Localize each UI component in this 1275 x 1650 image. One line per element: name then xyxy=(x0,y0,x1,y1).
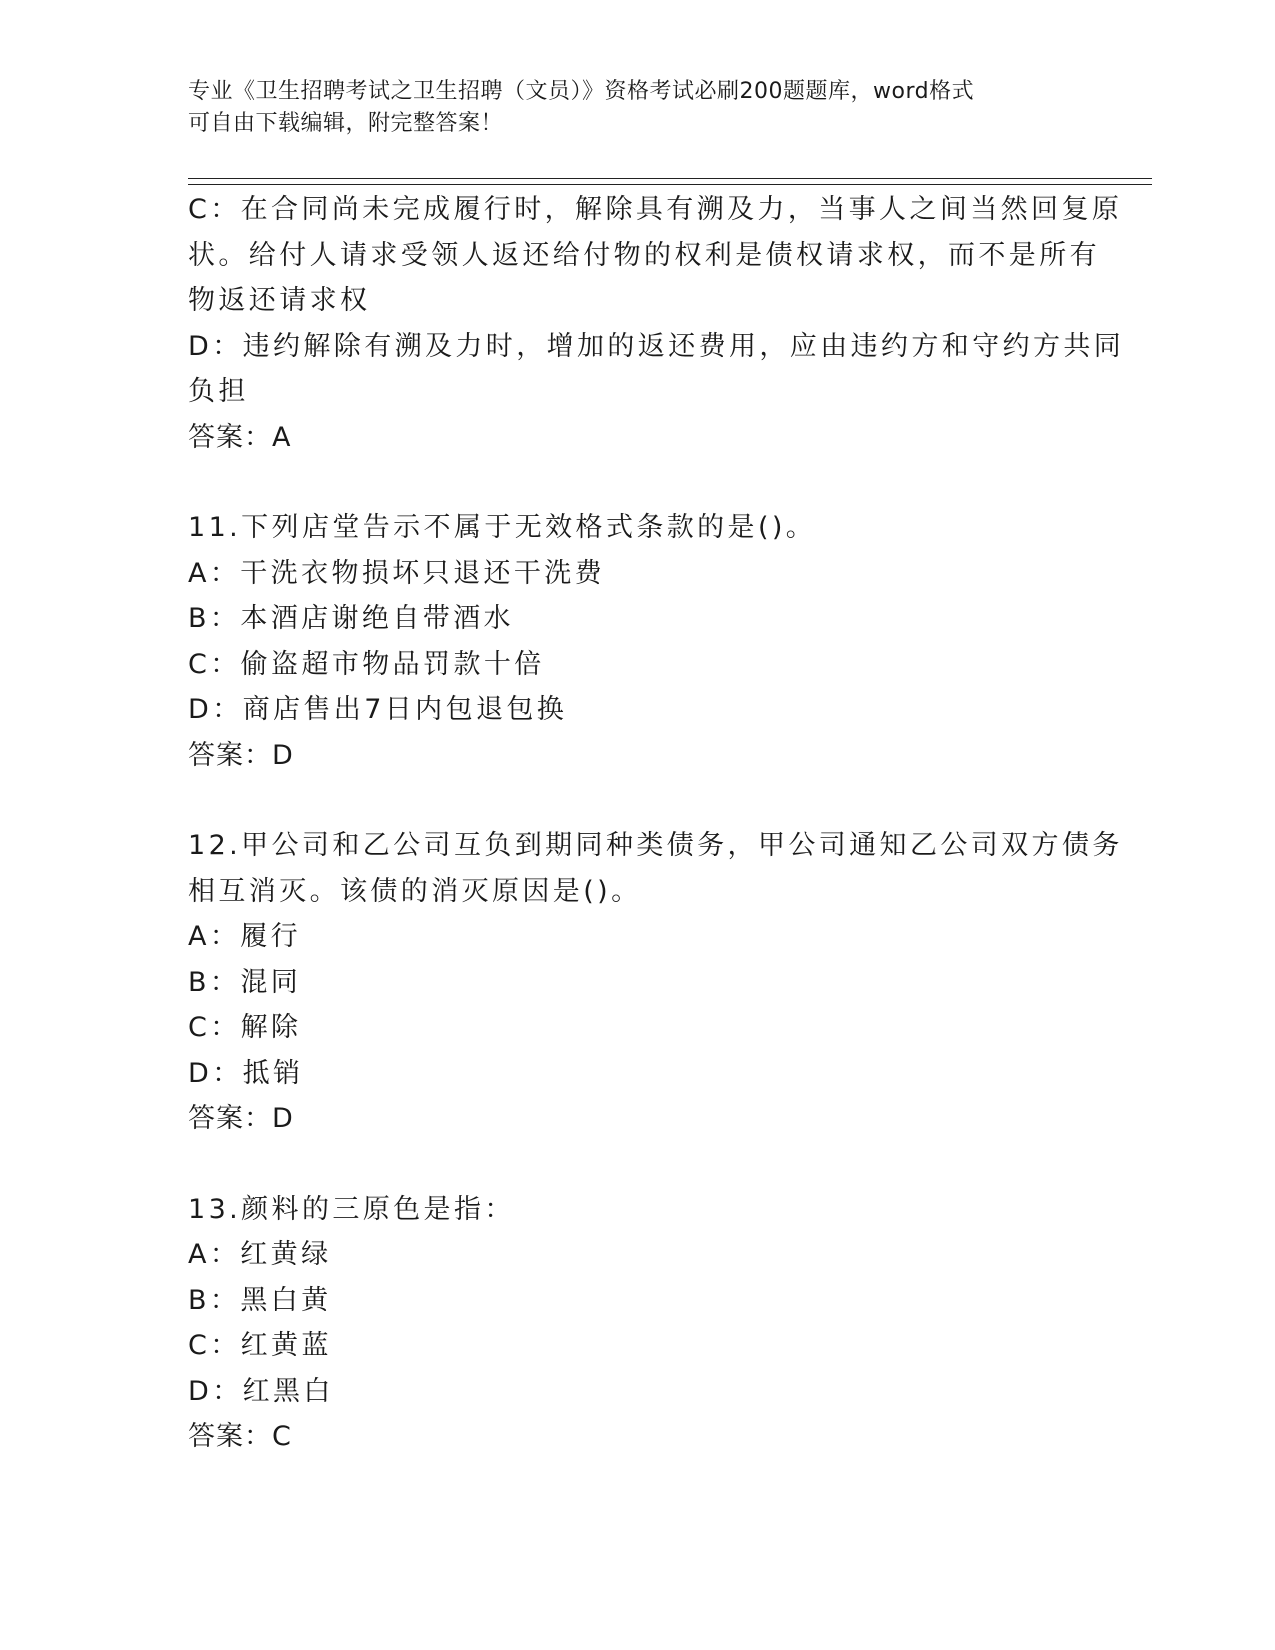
question-13 xyxy=(188,1187,1088,1460)
document-header xyxy=(188,76,1068,140)
answer-line: 答案：A xyxy=(188,421,292,453)
option-c: C：偷盗超市物品罚款十倍 xyxy=(188,648,545,680)
option-d-line: 负担 xyxy=(188,376,249,407)
option-d: D：红黑白 xyxy=(188,1375,334,1407)
question-stem: 相互消灭。该债的消灭原因是()。 xyxy=(188,875,642,907)
option-b: B：黑白黄 xyxy=(188,1284,332,1316)
option-c: C：解除 xyxy=(188,1012,302,1043)
answer-line: 答案：D xyxy=(188,739,294,771)
question-10-continuation xyxy=(188,187,1125,460)
question-11 xyxy=(188,505,1088,778)
question-stem: 12.甲公司和乙公司互负到期同种类债务，甲公司通知乙公司双方债务 xyxy=(188,830,1123,861)
option-d: D：商店售出7日内包退包换 xyxy=(188,694,568,725)
option-b: B：混同 xyxy=(188,966,302,998)
answer-line: 答案：D xyxy=(188,1103,294,1134)
question-stem: 13.颜料的三原色是指： xyxy=(188,1193,515,1225)
header-rule-bottom xyxy=(188,184,1152,185)
header-rule-top xyxy=(188,178,1152,179)
option-c-line: C：在合同尚未完成履行时，解除具有溯及力，当事人之间当然回复原 xyxy=(188,194,1123,225)
option-d: D：抵销 xyxy=(188,1057,304,1089)
header-title-line-2: 可自由下载编辑，附完整答案！ xyxy=(188,111,504,136)
question-12 xyxy=(188,823,1123,1142)
header-title-line-1: 专业《卫生招聘考试之卫生招聘（文员）》资格考试必刷200题题库，word格式 xyxy=(188,79,975,104)
option-a: A：红黄绿 xyxy=(188,1239,332,1270)
option-d-line: D：违约解除有溯及力时，增加的返还费用，应由违约方和守约方共同 xyxy=(188,330,1125,362)
option-c: C：红黄蓝 xyxy=(188,1330,332,1361)
option-c-line: 物返还请求权 xyxy=(188,285,371,316)
answer-line: 答案：C xyxy=(188,1421,292,1452)
option-a: A：干洗衣物损坏只退还干洗费 xyxy=(188,557,606,589)
question-stem: 11.下列店堂告示不属于无效格式条款的是()。 xyxy=(188,512,817,543)
option-b: B：本酒店谢绝自带酒水 xyxy=(188,603,514,634)
question-content xyxy=(188,187,1125,1460)
option-c-line: 状。给付人请求受领人返还给付物的权利是债权请求权，而不是所有 xyxy=(188,239,1100,271)
option-a: A：履行 xyxy=(188,921,302,952)
